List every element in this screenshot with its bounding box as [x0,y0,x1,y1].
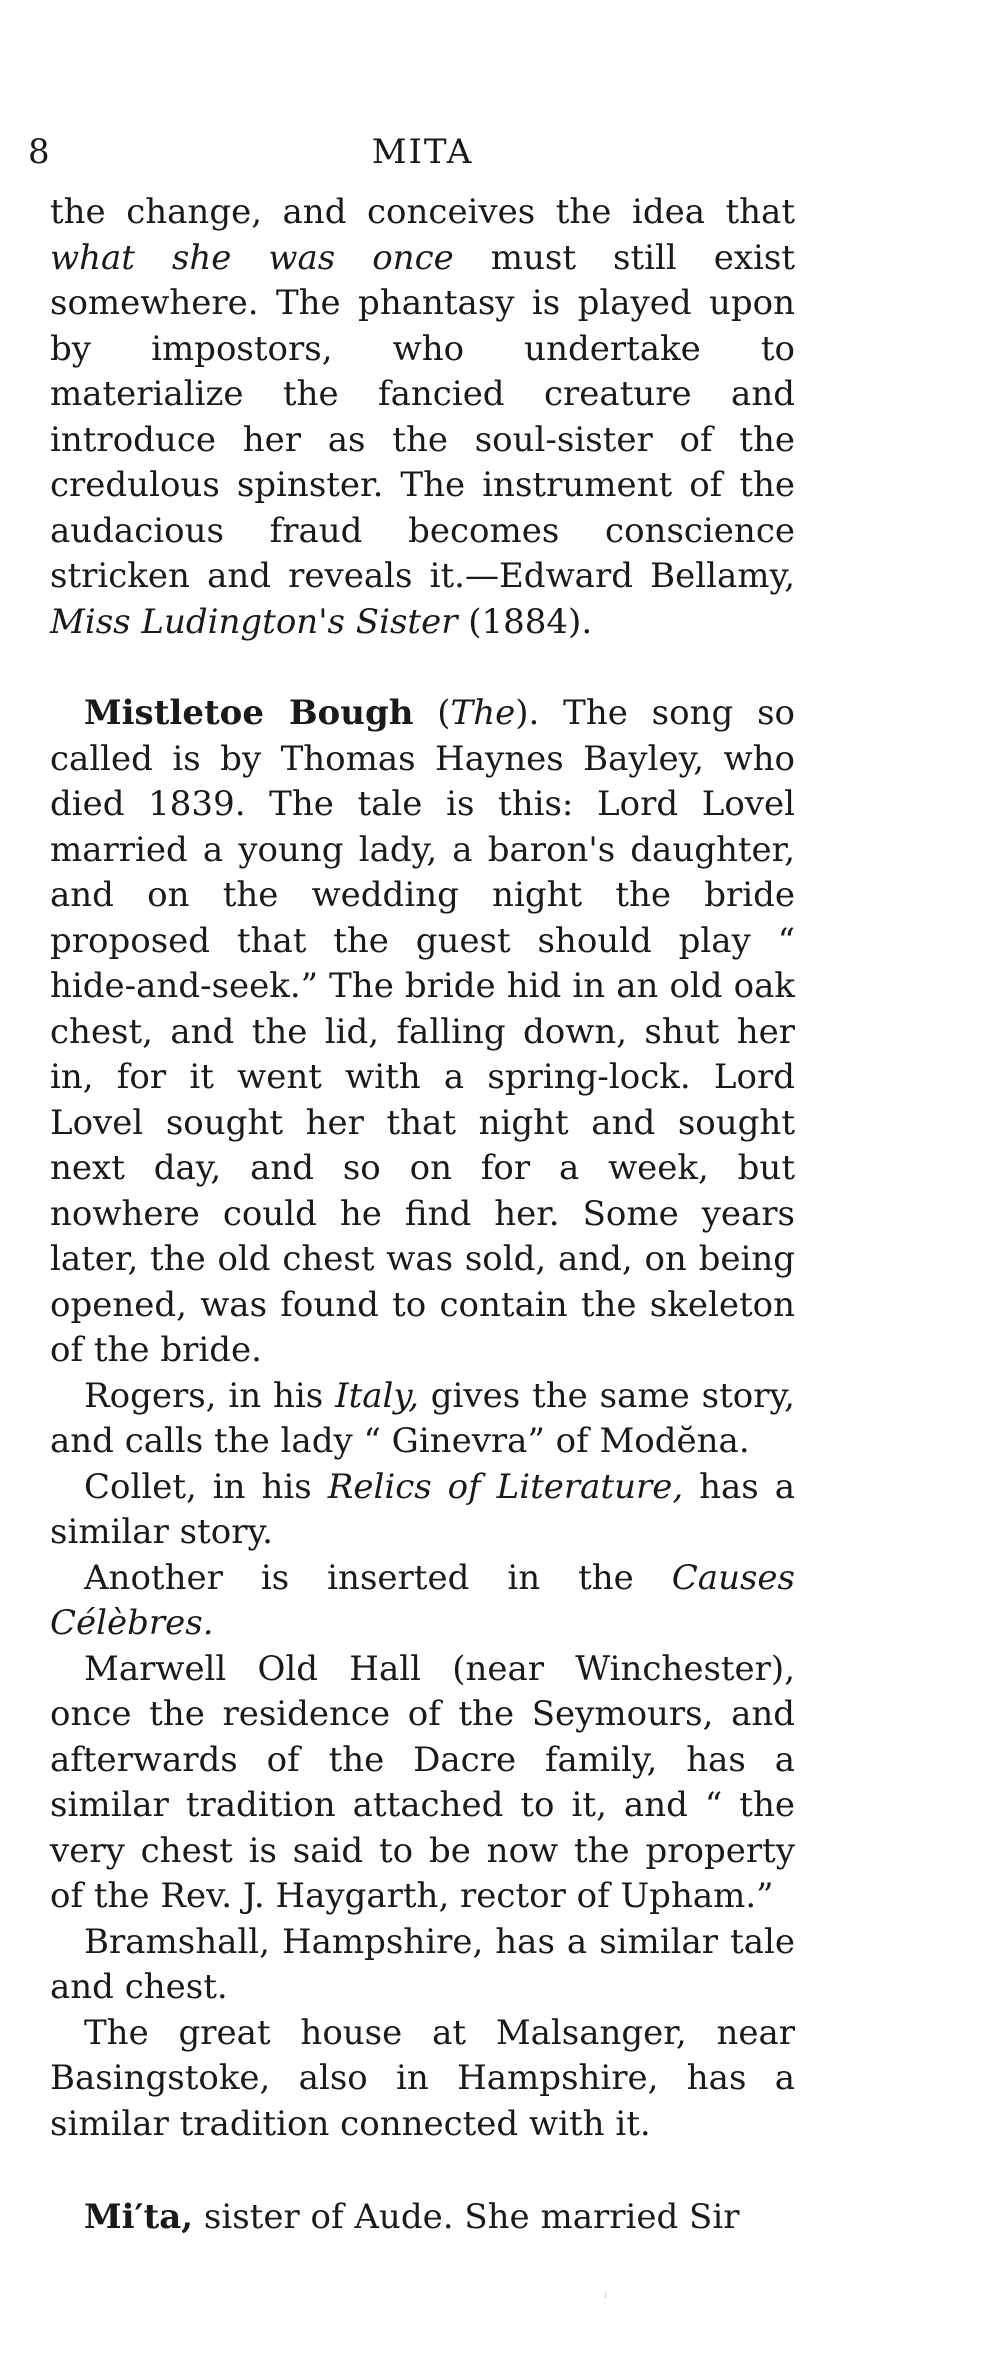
text-run: Rogers, in his [84,1375,336,1416]
entry-mita [50,2195,795,2241]
continued-entry-paragraph [50,190,795,645]
text-run: gives the same story, and calls the lady “ Ginevra” of Modĕna. [50,1375,795,1461]
text-run: Another is inserted in the [84,1557,672,1598]
book-title: Causes Célèbres. [50,1557,795,1643]
book-page [28,120,795,2241]
running-head: MITA [371,132,474,172]
paragraph-rogers [50,1374,795,1465]
book-title: Italy, [335,1375,419,1416]
italic-phrase: what she was once [50,237,454,278]
paragraph-another [50,1556,795,1647]
headword: Mistletoe Bough [84,693,414,733]
entry-body: sister of Aude. She married Sir [193,2197,740,2237]
text-run: ( [413,693,451,733]
paragraph-malsanger: The great house at Malsanger, near Basingstoke, also in Hampshire, has a similar tradition connected with it. [50,2012,795,2144]
text-run: the change, and conceives the idea that [50,192,795,232]
text-run: must still exist somewhere. The phantasy is played upon by impostors, who undertake to materialize the fancied creature and introduce her as the soul-sister of the credulous spinster. The instrument of the audacious fraud becomes conscience stricken and reveals it.—Edward Bellamy, [50,237,795,596]
page-number: 8 [28,132,50,172]
text-run: Collet, in his [84,1466,328,1507]
book-title: Relics of Literature, [327,1466,684,1507]
page-header [28,120,795,190]
print-speck [605,2292,606,2298]
text-run: ). [515,693,540,733]
entry-body: The song so called is by Thomas Haynes Bayley, who died 1839. The tale is this: Lord Lovel married a young lady, a baron's daughter, and on the wedding night the bride proposed that the guest should play “ hide-and-seek.” The bride hid in an old oak chest, and the lid, falling down, shut her in, for it went with a spring-lock. Lord Lovel sought her that night and sought next day, and so on for a week, but nowhere could he find her. Some years later, the old chest was sold, and, on being opened, was found to contain the skeleton of the bride. [50,693,795,1370]
entry-mistletoe-bough [50,691,795,1374]
text-run: has a similar story. [50,1466,795,1552]
headword: Mi′ta, [84,2197,194,2237]
text-run: (1884). [457,601,593,642]
headword-article: The [450,693,516,733]
paragraph-bramshall: Bramshall, Hampshire, has a similar tale and chest. [50,1921,795,2007]
paragraph-marwell: Marwell Old Hall (near Winchester), once the residence of the Seymours, and afterwards of the Dacre family, has a similar tradition attached to it, and “ the very chest is said to be now the property of the Rev. J. Haygarth, rector of Upham.” [50,1648,795,1916]
paragraph-collet [50,1465,795,1556]
book-title: Miss Ludington's Sister [50,601,458,642]
